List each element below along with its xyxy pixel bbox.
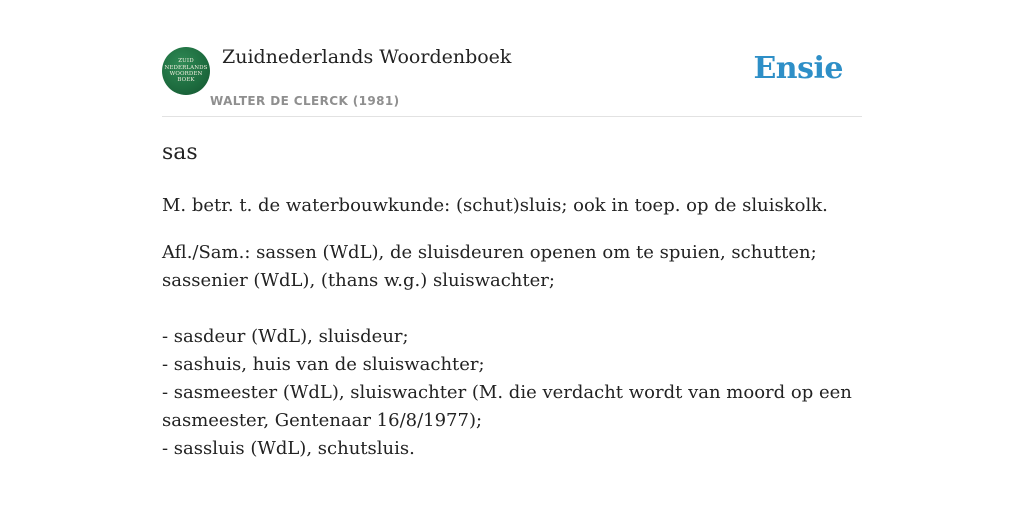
compound-item: - sasmeester (WdL), sluiswachter (M. die verdacht wordt van moord op een sasmeester, Gentenaar 16/8/1977); [162,382,852,431]
compound-item: - sassluis (WdL), schutsluis. [162,438,415,459]
entry-headword: sas [162,140,198,165]
logo-text: ZUID NEDERLANDS WOORDEN BOEK [164,58,208,84]
entry-compounds-list [162,323,862,463]
dictionary-title[interactable]: Zuidnederlands Woordenboek [222,46,512,68]
dictionary-header [162,46,862,117]
dictionary-author: WALTER DE CLERCK (1981) [210,94,400,108]
entry-definition: M. betr. t. de waterbouwkunde: (schut)sluis; ook in toep. op de sluiskolk. [162,195,828,216]
dictionary-logo[interactable] [162,47,210,95]
entry-derivations: Afl./Sam.: sassen (WdL), de sluisdeuren openen om te spuien, schutten; sassenier (WdL), (thans w.g.) sluiswachter; [162,242,817,291]
ensie-logo-link[interactable]: Ensie [753,51,843,86]
compound-item: - sashuis, huis van de sluiswachter; [162,354,485,375]
compound-item: - sasdeur (WdL), sluisdeur; [162,326,409,347]
